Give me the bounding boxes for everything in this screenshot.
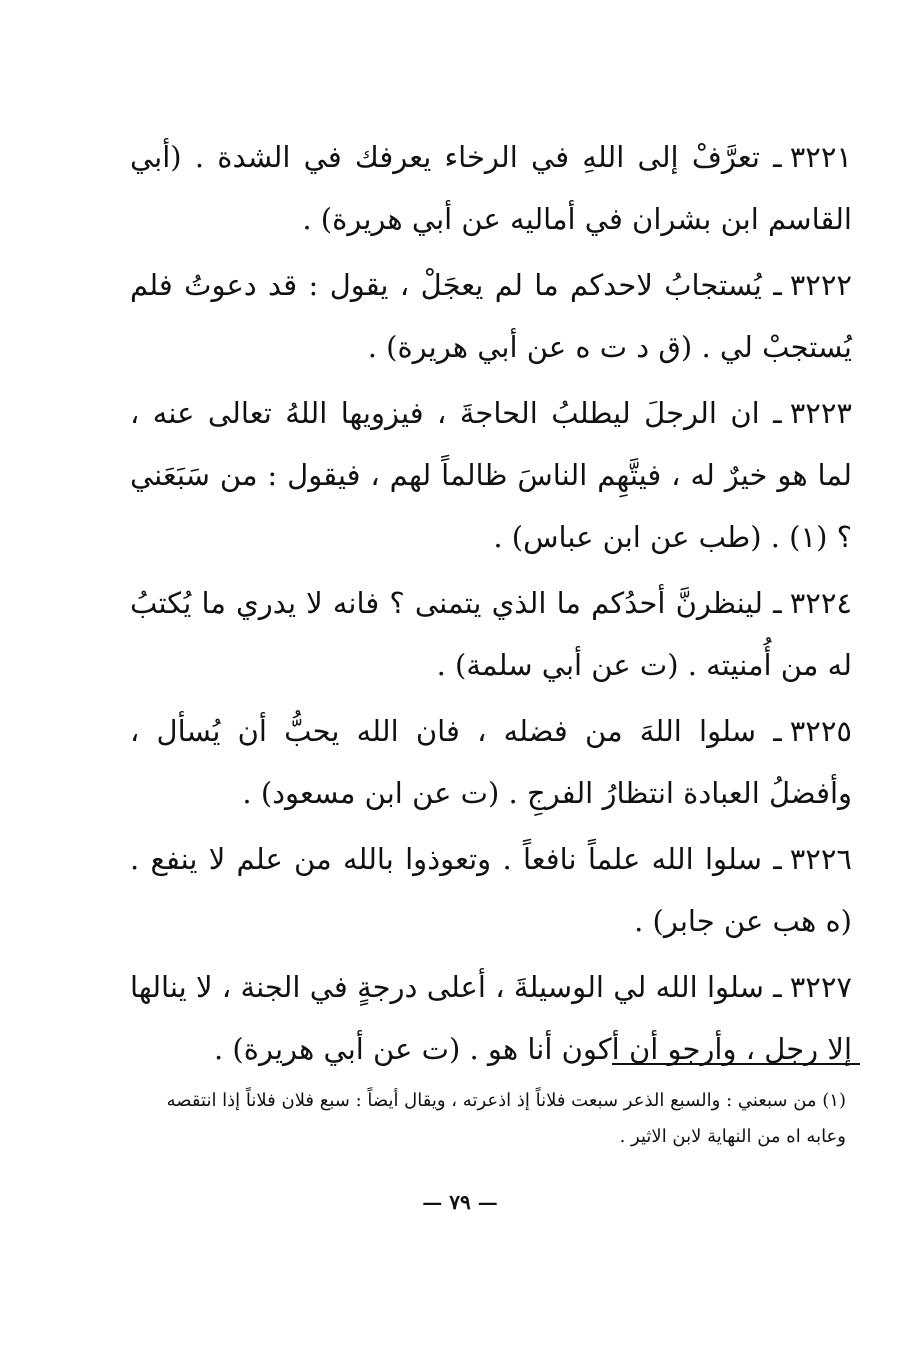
hadith-entry-3227 <box>130 956 852 1080</box>
hadith-text: ـ يُستجابُ لاحدكم ما لم يعجَلْ ، يقول : قد دعوتُ فلم يُستجبْ لي . (ق د ت ه عن أبي هريرة) . <box>130 268 852 364</box>
hadith-number: ٣٢٢٦ <box>789 842 852 876</box>
hadith-list <box>130 126 852 1084</box>
hadith-text: ـ سلوا اللهَ من فضله ، فان الله يحبُّ أن يُسأل ، وأفضلُ العبادة انتظارُ الفرجِ . (ت عن ابن مسعود) . <box>130 714 852 810</box>
hadith-text: ـ سلوا الله علماً نافعاً . وتعوذوا بالله من علم لا ينفع . (ه هب عن جابر) . <box>130 842 852 938</box>
hadith-number: ٣٢٢١ <box>789 140 852 174</box>
footnote: (١) من سبعني : والسبع الذعر سبعت فلاناً إذ اذعرته ، ويقال أيضاً : سبع فلان فلاناً إذا انتقصه وعابه اه من النهاية لابن الاثير . <box>166 1090 846 1147</box>
hadith-text: ـ تعرَّفْ إلى اللهِ في الرخاء يعرفك في الشدة . (أبي القاسم ابن بشران في أماليه عن أبي هريرة) . <box>130 140 852 236</box>
hadith-number: ٣٢٢٧ <box>789 970 852 1004</box>
hadith-entry-3224 <box>130 572 852 696</box>
hadith-entry-3225 <box>130 700 852 824</box>
hadith-number: ٣٢٢٤ <box>789 586 852 620</box>
hadith-entry-3226 <box>130 828 852 952</box>
page-number: — ٧٩ — <box>422 1190 498 1214</box>
hadith-number: ٣٢٢٣ <box>789 396 852 430</box>
hadith-text: ـ ان الرجلَ ليطلبُ الحاجةَ ، فيزويها اللهُ تعالى عنه ، لما هو خيرٌ له ، فيتَّهِم الناسَ ظالماً لهم ، فيقول : من سَبَعَني ؟ (١) . (طب عن ابن عباس) . <box>130 396 852 554</box>
hadith-entry-3223 <box>130 382 852 568</box>
hadith-text: ـ لينظرنَّ أحدُكم ما الذي يتمنى ؟ فانه لا يدري ما يُكتبُ له من أُمنيته . (ت عن أبي سلمة) . <box>130 586 852 682</box>
hadith-entry-3222 <box>130 254 852 378</box>
hadith-number: ٣٢٢٥ <box>789 714 852 748</box>
hadith-number: ٣٢٢٢ <box>789 268 852 302</box>
hadith-text: ـ سلوا الله لي الوسيلةَ ، أعلى درجةٍ في الجنة ، لا ينالها إلا رجل ، وأرجو أن أكون أنا هو . (ت عن أبي هريرة) . <box>130 970 852 1066</box>
footnote-divider <box>612 1063 860 1065</box>
hadith-entry-3221 <box>130 126 852 250</box>
